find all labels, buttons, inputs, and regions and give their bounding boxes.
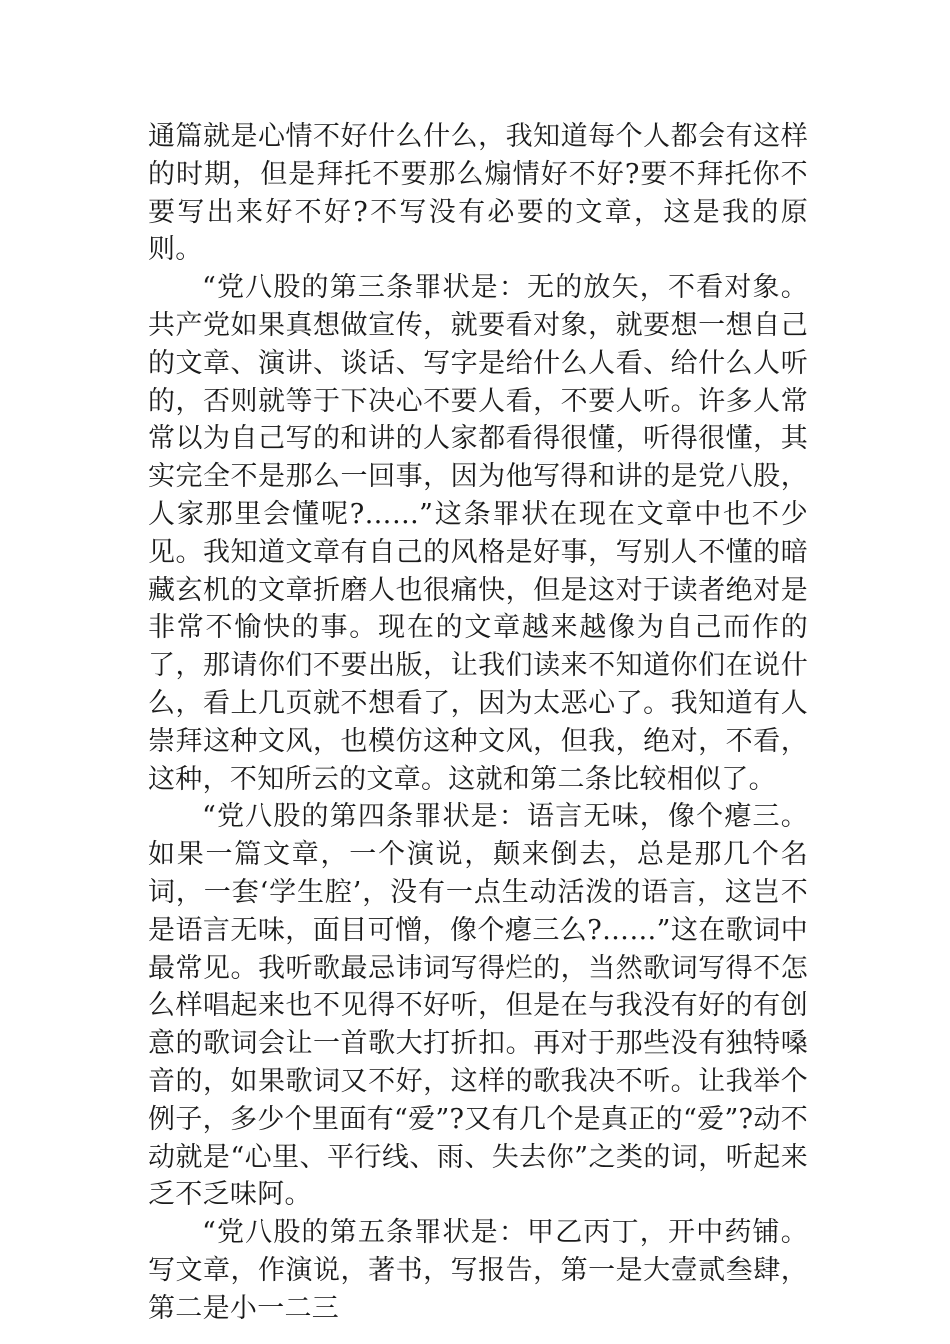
body-text (148, 118, 808, 1328)
paragraph-third-charge: “党八股的第三条罪状是：无的放矢，不看对象。共产党如果真想做宣传，就要看对象，就要想一想自己的文章、演讲、谈话、写字是给什么人看、给什么人听的，否则就等于下决心不要人看，不要人听。许多人常常以为自己写的和讲的人家都看得很懂，听得很懂，其实完全不是那么一回事，因为他写得和讲的是党八股，人家那里会懂呢?……”这条罪状在现在文章中也不少见。我知道文章有自己的风格是好事，写别人不懂的暗藏玄机的文章折磨人也很痛快，但是这对于读者绝对是非常不愉快的事。现在的文章越来越像为自己而作的了，那请你们不要出版，让我们读来不知道你们在说什么，看上几页就不想看了，因为太恶心了。我知道有人崇拜这种文风，也模仿这种文风，但我，绝对，不看，这种，不知所云的文章。这就和第二条比较相似了。 (148, 272, 808, 795)
paragraph-fourth-charge: “党八股的第四条罪状是：语言无味，像个瘪三。如果一篇文章，一个演说，颠来倒去，总是那几个名词，一套‘学生腔’，没有一点生动活泼的语言，这岂不是语言无味，面目可憎，像个瘪三么?……”这在歌词中最常见。我听歌最忌讳词写得烂的，当然歌词写得不怎么样唱起来也不见得不好听，但是在与我没有好的有创意的歌词会让一首歌大打折扣。再对于那些没有独特嗓音的，如果歌词又不好，这样的歌我决不听。让我举个例子，多少个里面有“爱”?又有几个是真正的“爱”?动不动就是“心里、平行线、雨、失去你”之类的词，听起来乏不乏味阿。 (148, 801, 808, 1211)
paragraph-continuation: 通篇就是心情不好什么什么，我知道每个人都会有这样的时期，但是拜托不要那么煽情好不好?要不拜托你不要写出来好不好?不写没有必要的文章，这是我的原则。 (148, 121, 808, 266)
paragraph-fifth-charge: “党八股的第五条罪状是：甲乙丙丁，开中药铺。写文章，作演说，著书，写报告，第一是大壹贰叁肆，第二是小一二三 (148, 1217, 808, 1324)
